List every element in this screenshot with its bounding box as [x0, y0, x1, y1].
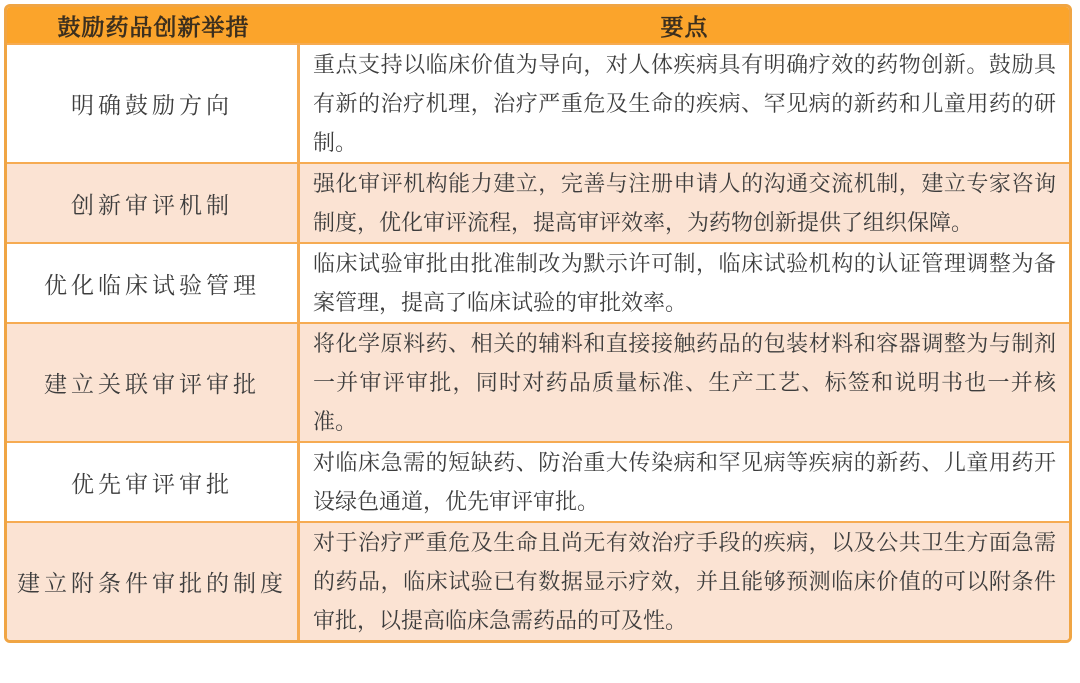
point-text: 对临床急需的短缺药、防治重大传染病和罕见病等疾病的新药、儿童用药开设绿色通道，优先审评审批。: [313, 450, 1056, 514]
header-cell-points: 要点: [660, 13, 709, 40]
point-text: 强化审评机构能力建立，完善与注册申请人的沟通交流机制，建立专家咨询制度，优化审评流程，提高审评效率，为药物创新提供了组织保障。: [313, 171, 1056, 235]
table-row: [7, 322, 1069, 441]
table-row: [7, 43, 1069, 162]
drug-innovation-table: [4, 4, 1072, 643]
point-cell: [300, 324, 1069, 441]
table-header-row: [7, 7, 1069, 43]
table-row: [7, 521, 1069, 640]
point-cell: [300, 45, 1069, 162]
point-cell: [300, 443, 1069, 521]
table-row: [7, 441, 1069, 521]
measure-cell: 建立关联审评审批: [7, 324, 300, 441]
point-cell: [300, 244, 1069, 322]
measure-cell: 明确鼓励方向: [7, 45, 300, 162]
point-text: 将化学原料药、相关的辅料和直接接触药品的包装材料和容器调整为与制剂一并审评审批，同时对药品质量标准、生产工艺、标签和说明书也一并核准。: [313, 331, 1056, 434]
measure-cell: 创新审评机制: [7, 164, 300, 242]
point-text: 临床试验审批由批准制改为默示许可制，临床试验机构的认证管理调整为备案管理，提高了临床试验的审批效率。: [313, 251, 1056, 315]
point-text: 重点支持以临床价值为导向，对人体疾病具有明确疗效的药物创新。鼓励具有新的治疗机理，治疗严重危及生命的疾病、罕见病的新药和儿童用药的研制。: [313, 52, 1056, 155]
point-text: 对于治疗严重危及生命且尚无有效治疗手段的疾病，以及公共卫生方面急需的药品，临床试验已有数据显示疗效，并且能够预测临床价值的可以附条件审批，以提高临床急需药品的可及性。: [313, 530, 1056, 633]
measure-cell: 建立附条件审批的制度: [7, 523, 300, 640]
measure-cell: 优化临床试验管理: [7, 244, 300, 322]
measure-cell: 优先审评审批: [7, 443, 300, 521]
point-cell: [300, 523, 1069, 640]
table-row: [7, 162, 1069, 242]
table-row: [7, 242, 1069, 322]
point-cell: [300, 164, 1069, 242]
header-cell-measures: 鼓励药品创新举措: [57, 13, 250, 40]
